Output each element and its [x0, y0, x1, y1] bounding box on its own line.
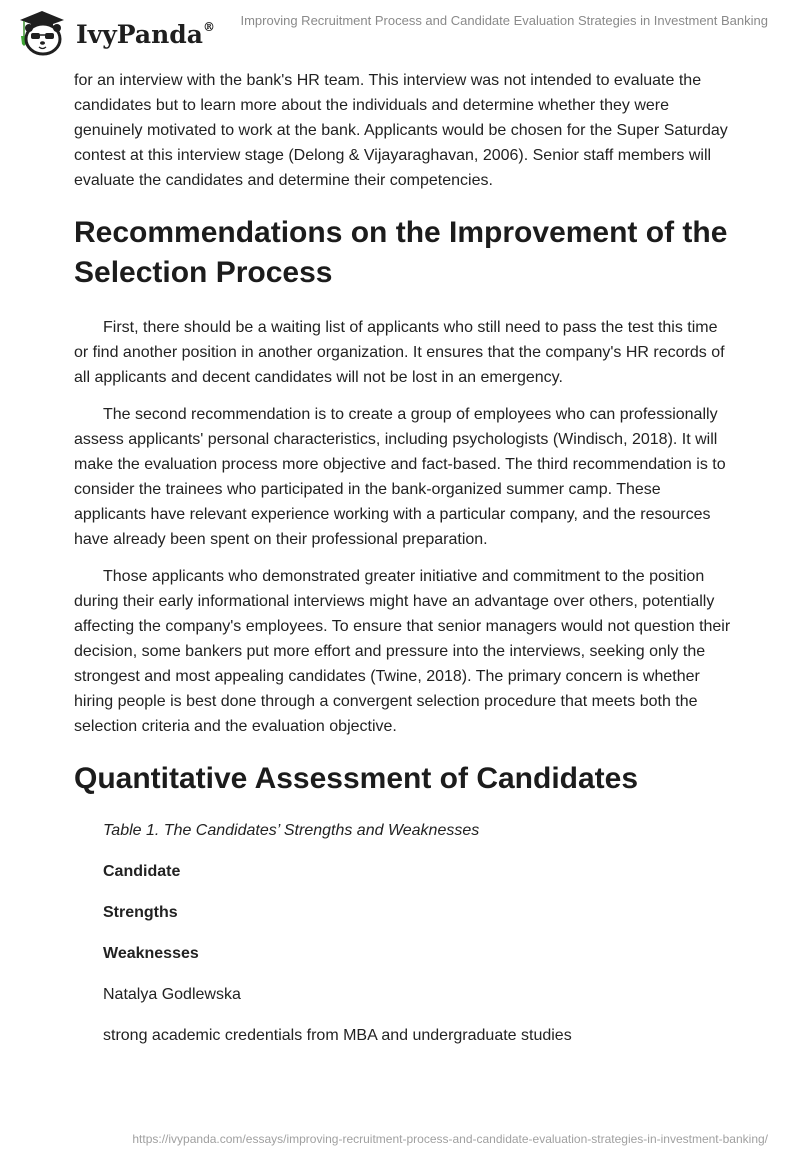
table-caption: Table 1. The Candidates’ Strengths and Weaknesses [103, 822, 480, 839]
table-header-candidate: Candidate [103, 863, 181, 880]
article-body [74, 68, 734, 1067]
table-cell-strengths: strong academic credentials from MBA and undergraduate studies [103, 1027, 572, 1044]
table-header-weaknesses: Weaknesses [103, 945, 199, 962]
document-title: Improving Recruitment Process and Candidate Evaluation Strategies in Investment Banking [240, 13, 768, 28]
paragraph: The second recommendation is to create a group of employees who can professionally assess applicants' personal characteristics, including psychologists (Windisch, 2018). It will make the evaluation process more objective and fact-based. The third recommendation is to consider the trainees who participated in the bank-organized summer camp. These applicants have relevant experience working with a particular company, and the resources have already been spent on their professional preparation. [74, 406, 726, 548]
brand-name: IvyPanda® [76, 19, 215, 49]
page-header [0, 0, 800, 60]
table-cell-candidate-name: Natalya Godlewska [103, 986, 241, 1003]
section-heading-quantitative-assessment: Quantitative Assessment of Candidates [74, 762, 639, 795]
paragraph: First, there should be a waiting list of applicants who still need to pass the test this time or find another position in another organization. It ensures that the company's HR records of all applicants and decent candidates will not be lost in an emergency. [74, 319, 725, 386]
source-url[interactable]: https://ivypanda.com/essays/improving-recruitment-process-and-candidate-evaluation-strategies-in-investment-banking/ [132, 1132, 768, 1146]
paragraph: Those applicants who demonstrated greater initiative and commitment to the position during their early informational interviews might have an advantage over others, potentially affecting the company's employees. To ensure that senior managers would not question their decision, some bankers put more effort and pressure into the interviews, seeking only the strongest and most appealing candidates (Twine, 2018). The primary concern is whether hiring people is best done through a convergent selection procedure that meets both the selection criteria and the evaluation objective. [74, 568, 731, 735]
intro-paragraph: for an interview with the bank's HR team. This interview was not intended to evaluate the candidates but to learn more about the individuals and determine whether they were genuinely motivated to work at the bank. Applicants would be chosen for the Super Saturday contest at this interview stage (Delong & Vijayaraghavan, 2006). Senior staff members will evaluate the candidates and determine their competencies. [74, 72, 728, 189]
section-heading-recommendations: Recommendations on the Improvement of the Selection Process [74, 216, 728, 289]
brand-logo[interactable] [16, 6, 215, 63]
candidates-table [74, 821, 734, 1046]
panda-graduate-icon [16, 6, 68, 63]
table-header-strengths: Strengths [103, 904, 178, 921]
